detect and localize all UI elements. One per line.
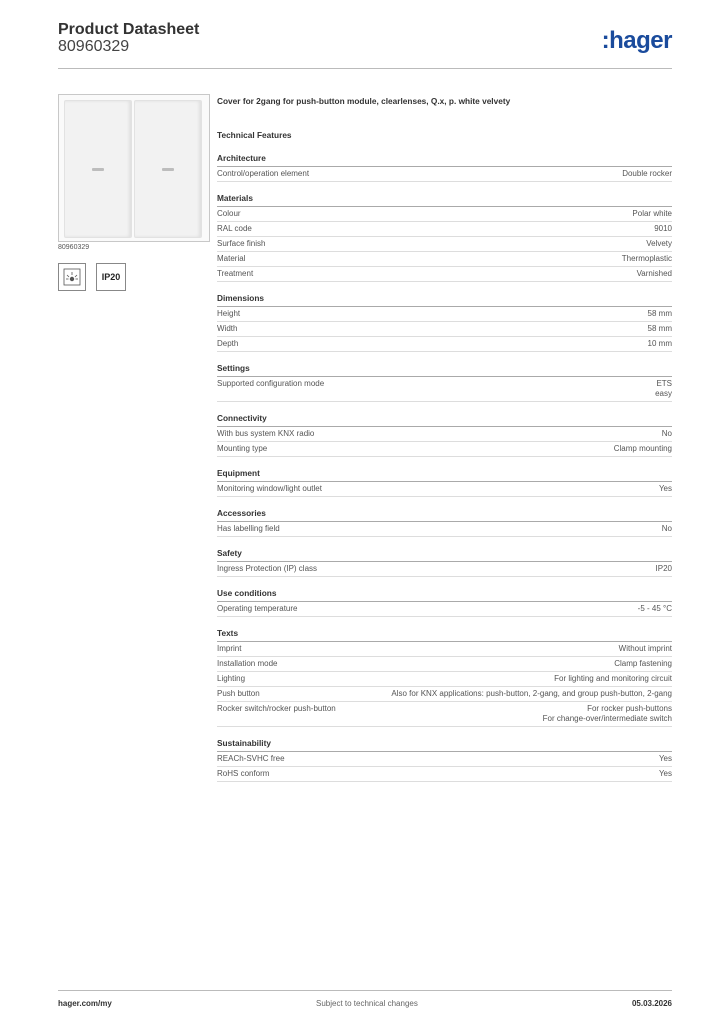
spec-label: RAL code: [217, 224, 252, 233]
spec-row: [217, 337, 672, 352]
spec-row: [217, 752, 672, 767]
spec-value: For rocker push-buttons For change-over/intermediate switch: [542, 704, 672, 723]
spec-value: 58 mm: [647, 324, 672, 333]
section-title: Accessories: [217, 508, 672, 522]
spec-value: Varnished: [636, 269, 672, 278]
spec-row: [217, 657, 672, 672]
spec-row: [217, 767, 672, 782]
spec-section: [217, 293, 672, 352]
spec-value: Polar white: [632, 209, 672, 218]
spec-row: [217, 252, 672, 267]
spec-label: RoHS conform: [217, 769, 270, 778]
spec-label: Mounting type: [217, 444, 268, 453]
spec-row: [217, 482, 672, 497]
spec-label: Imprint: [217, 644, 242, 653]
spec-value: No: [661, 429, 672, 438]
spec-value: Thermoplastic: [621, 254, 672, 263]
section-title: Use conditions: [217, 588, 672, 602]
spec-row: [217, 642, 672, 657]
spec-label: Colour: [217, 209, 241, 218]
spec-section: [217, 193, 672, 282]
spec-label: Supported configuration mode: [217, 379, 325, 388]
section-title: Materials: [217, 193, 672, 207]
spec-row: [217, 322, 672, 337]
spec-value: 58 mm: [647, 309, 672, 318]
spec-label: Installation mode: [217, 659, 278, 668]
spec-label: Has labelling field: [217, 524, 280, 533]
section-title: Equipment: [217, 468, 672, 482]
spec-label: Monitoring window/light outlet: [217, 484, 322, 493]
product-code-header: 80960329: [58, 38, 130, 55]
section-title: Architecture: [217, 153, 672, 167]
light-indicator-icon: [58, 263, 86, 291]
spec-value: No: [661, 524, 672, 533]
section-title: Dimensions: [217, 293, 672, 307]
section-title: Safety: [217, 548, 672, 562]
spec-value: Yes: [658, 484, 672, 493]
spec-value: Yes: [658, 754, 672, 763]
spec-row: [217, 562, 672, 577]
spec-row: [217, 687, 672, 702]
section-title: Connectivity: [217, 413, 672, 427]
spec-value: Clamp fastening: [614, 659, 672, 668]
spec-row: [217, 207, 672, 222]
spec-section: [217, 628, 672, 727]
spec-value: Without imprint: [618, 644, 672, 653]
spec-value: Yes: [658, 769, 672, 778]
spec-row: [217, 522, 672, 537]
footer-date: 05.03.2026: [631, 999, 672, 1008]
spec-row: [217, 672, 672, 687]
spec-row: [217, 377, 672, 402]
spec-label: Ingress Protection (IP) class: [217, 564, 318, 573]
section-title: Sustainability: [217, 738, 672, 752]
spec-value: 10 mm: [647, 339, 672, 348]
product-image: [58, 94, 210, 242]
lens: [92, 168, 104, 171]
spec-label: Width: [217, 324, 238, 333]
spec-label: Push button: [217, 689, 260, 698]
spec-section: [217, 508, 672, 537]
technical-features-title: Technical Features: [217, 130, 292, 140]
footer-divider: [58, 990, 672, 991]
spec-label: With bus system KNX radio: [217, 429, 315, 438]
spec-label: Height: [217, 309, 241, 318]
spec-label: Operating temperature: [217, 604, 298, 613]
spec-value: Also for KNX applications: push-button, 2-gang, and group push-button, 2-gang: [391, 689, 672, 698]
page-title: Product Datasheet: [58, 21, 200, 38]
spec-label: Depth: [217, 339, 239, 348]
spec-value: 9010: [654, 224, 672, 233]
left-rocker: [64, 100, 132, 238]
spec-section: [217, 548, 672, 577]
spec-value: IP20: [655, 564, 672, 573]
footer-website[interactable]: hager.com/my: [58, 999, 112, 1008]
spec-label: Treatment: [217, 269, 254, 278]
spec-row: [217, 602, 672, 617]
hager-logo: :hager: [601, 27, 672, 54]
spec-value: For lighting and monitoring circuit: [554, 674, 672, 683]
right-rocker: [134, 100, 202, 238]
spec-label: Material: [217, 254, 246, 263]
spec-label: Control/operation element: [217, 169, 310, 178]
spec-section: [217, 413, 672, 457]
spec-section: [217, 738, 672, 782]
header-divider: [58, 68, 672, 69]
spec-content: [217, 96, 672, 782]
spec-row: [217, 702, 672, 727]
spec-row: [217, 222, 672, 237]
spec-section: [217, 468, 672, 497]
spec-label: Rocker switch/rocker push-button: [217, 704, 336, 713]
spec-value: Double rocker: [622, 169, 672, 178]
spec-row: [217, 237, 672, 252]
spec-value: Velvety: [646, 239, 672, 248]
product-description: Cover for 2gang for push-button module, clearlenses, Q.x, p. white velvety: [217, 96, 511, 106]
spec-sections: [217, 153, 672, 782]
spec-section: [217, 588, 672, 617]
lens: [162, 168, 174, 171]
spec-label: Lighting: [217, 674, 246, 683]
spec-value: Clamp mounting: [613, 444, 672, 453]
spec-row: [217, 167, 672, 182]
spec-label: Surface finish: [217, 239, 266, 248]
ip-rating-badge: IP20: [96, 263, 126, 291]
spec-value: -5 - 45 °C: [637, 604, 672, 613]
spec-row: [217, 307, 672, 322]
section-title: Settings: [217, 363, 672, 377]
spec-row: [217, 427, 672, 442]
spec-label: REACh-SVHC free: [217, 754, 285, 763]
spec-value: ETS easy: [655, 379, 672, 398]
image-product-code: 80960329: [58, 244, 90, 251]
spec-section: [217, 153, 672, 182]
footer-note: Subject to technical changes: [316, 999, 418, 1008]
spec-section: [217, 363, 672, 402]
spec-row: [217, 442, 672, 457]
spec-row: [217, 267, 672, 282]
section-title: Texts: [217, 628, 672, 642]
